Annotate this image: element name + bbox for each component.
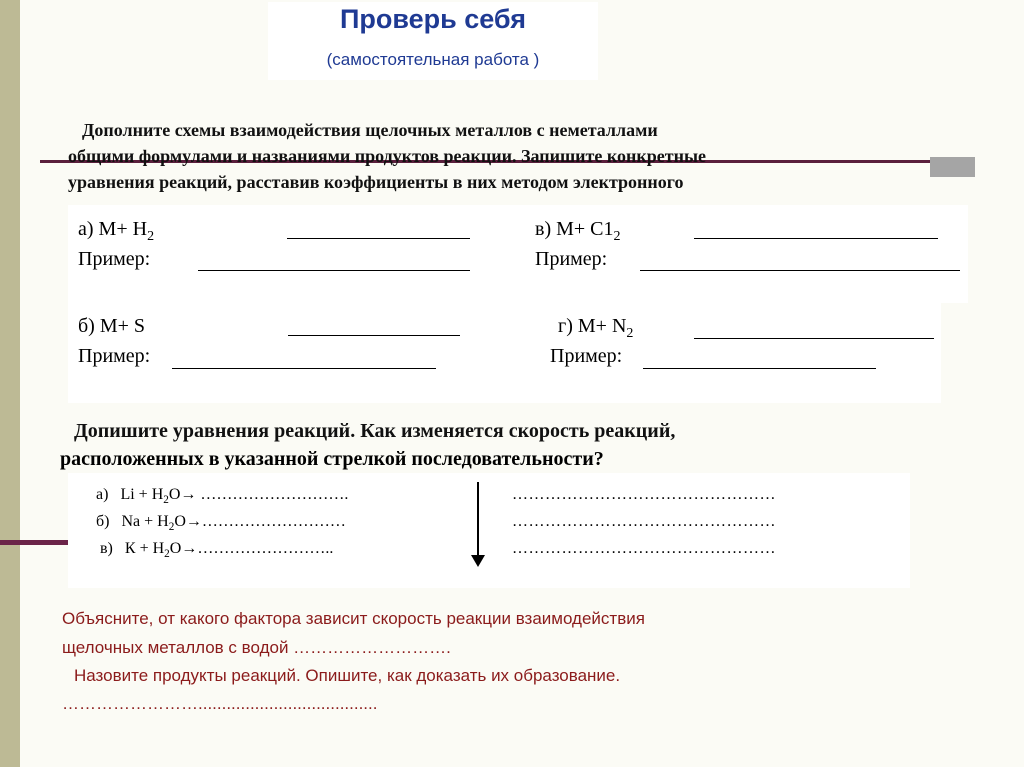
reaction-plus: + — [138, 486, 148, 503]
scheme-letter: в) — [535, 218, 552, 240]
reaction-blank-dots[interactable]: ………………………. — [200, 486, 349, 503]
task3-line2: щелочных металлов с водой ………………………. — [62, 638, 451, 657]
scheme-v-example-label: Пример: — [535, 248, 608, 270]
sequence-arrow-down-icon — [471, 555, 485, 567]
reaction-water-subscript: 2 — [168, 521, 175, 534]
task1-line2: общими формулами и названиями продуктов реакции. Запишите конкретные — [68, 146, 706, 166]
task1-line3: уравнения реакций, расставив коэффициенты в них методом электронного — [68, 172, 684, 192]
reaction-plus: + — [139, 540, 149, 557]
scheme-reactant: М+ S — [99, 315, 146, 337]
reaction-water-subscript: 2 — [163, 494, 169, 507]
scheme-a-example-label: Пример: — [78, 248, 151, 270]
task2-line2: расположенных в указанной стрелкой последовательности? — [60, 448, 604, 470]
page-subtitle: (самостоятельная работа ) — [326, 50, 540, 69]
reaction-metal: Li — [120, 486, 135, 503]
reaction-water-subscript: 2 — [164, 548, 170, 561]
task3-line4[interactable]: ……………………...................................... — [62, 694, 378, 713]
scheme-v — [535, 218, 621, 245]
scheme-letter: г) — [558, 315, 573, 337]
sequence-arrow-line — [477, 482, 479, 557]
scheme-subscript: 2 — [147, 229, 155, 244]
left-sidebar-bar — [0, 0, 20, 767]
scheme-reactant: М+ N — [577, 315, 627, 337]
scheme-g-example-blank[interactable] — [643, 352, 876, 369]
task3-line3: Назовите продукты реакций. Опишите, как доказать их образование. — [74, 666, 621, 685]
header-divider-block — [930, 157, 975, 177]
reaction-plus: + — [144, 513, 154, 530]
reaction-row-na — [96, 513, 346, 533]
reaction-na-answer-dots[interactable]: ………………………………………… — [512, 513, 776, 530]
scheme-letter: а) — [78, 218, 94, 240]
reaction-letter: а) — [96, 486, 109, 503]
reaction-blank-dots[interactable]: ……………………… — [201, 513, 346, 530]
scheme-g-example-label: Пример: — [550, 345, 623, 367]
reaction-row-k — [100, 540, 333, 560]
scheme-letter: б) — [78, 315, 95, 337]
task1-line1: Дополните схемы взаимодействия щелочных металлов с неметаллами — [82, 120, 658, 140]
reaction-k-answer-dots[interactable]: ………………………………………… — [512, 540, 776, 557]
task2-line1: Допишите уравнения реакций. Как изменяется скорость реакций, — [74, 420, 676, 442]
reaction-letter: в) — [100, 540, 113, 557]
scheme-a-example-blank[interactable] — [198, 254, 470, 271]
scheme-g — [558, 315, 633, 342]
scheme-subscript: 2 — [626, 326, 634, 341]
reaction-water-end: O→ — [168, 486, 197, 503]
scheme-subscript: 2 — [613, 229, 621, 244]
scheme-b-product-blank[interactable] — [288, 319, 460, 336]
scheme-a — [78, 218, 154, 245]
reaction-row-li — [96, 486, 348, 506]
reaction-li-answer-dots[interactable]: ………………………………………… — [512, 486, 776, 503]
scheme-reactant: М+ С1 — [556, 218, 614, 240]
reaction-water: H — [152, 540, 165, 557]
scheme-g-product-blank[interactable] — [694, 322, 934, 339]
reaction-letter: б) — [96, 513, 110, 530]
scheme-a-product-blank[interactable] — [287, 222, 470, 239]
page-title: Проверь себя — [340, 4, 526, 34]
scheme-b-example-label: Пример: — [78, 345, 151, 367]
reaction-water: H — [151, 486, 164, 503]
reaction-water-end: O→ — [174, 513, 202, 530]
left-accent-rule — [0, 540, 70, 545]
scheme-reactant: М+ Н — [98, 218, 148, 240]
reaction-blank-dots[interactable]: …………………….. — [197, 540, 334, 557]
scheme-v-example-blank[interactable] — [640, 254, 960, 271]
scheme-b-example-blank[interactable] — [172, 352, 436, 369]
reaction-metal: Na — [121, 513, 141, 530]
reaction-metal: К — [124, 540, 136, 557]
reaction-water-end: O→ — [169, 540, 198, 557]
scheme-v-product-blank[interactable] — [694, 222, 938, 239]
task3-line1: Объясните, от какого фактора зависит скорость реакции взаимодействия — [62, 609, 645, 628]
reaction-water: H — [157, 513, 169, 530]
scheme-b — [78, 315, 145, 338]
